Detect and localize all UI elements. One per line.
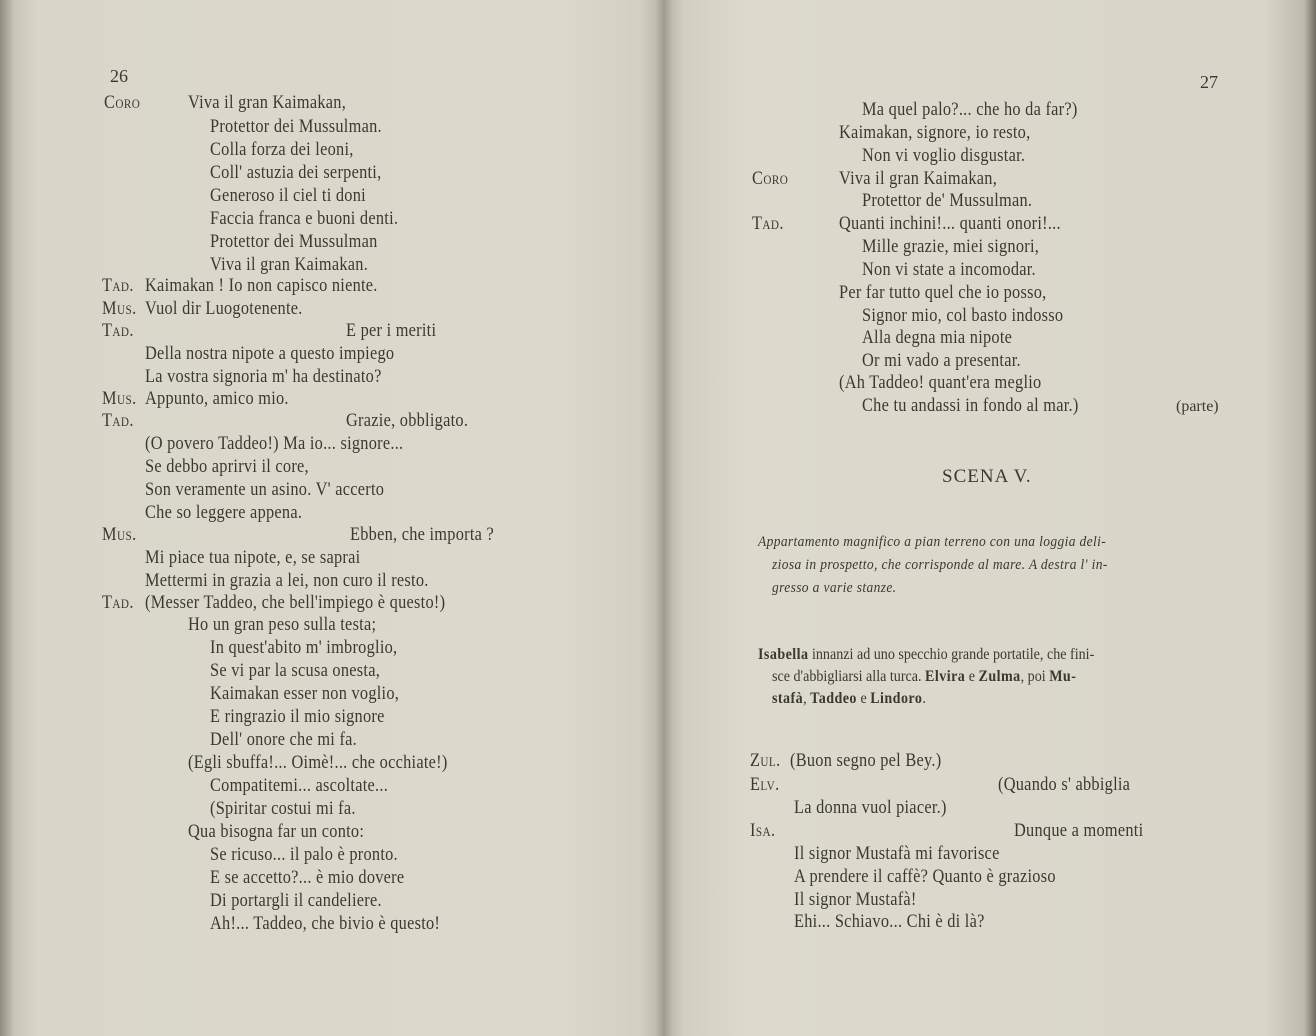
exit-note: (parte): [1176, 398, 1219, 415]
verse-line: Di portargli il candeliere.: [210, 890, 382, 911]
speaker-label: Coro: [752, 168, 789, 189]
verse-line: In quest'abito m' imbroglio,: [210, 637, 398, 658]
verse-line: Kaimakan ! Io non capisco niente.: [145, 275, 378, 296]
verse-line: Ho un gran peso sulla testa;: [188, 614, 377, 635]
verse-line: Viva il gran Kaimakan,: [839, 168, 998, 189]
verse-line: Coll' astuzia dei serpenti,: [210, 162, 382, 183]
verse-line: (O povero Taddeo!) Ma io... signore...: [145, 433, 404, 454]
verse-line: Per far tutto quel che io posso,: [839, 282, 1047, 303]
verse-line: Kaimakan esser non voglio,: [210, 683, 400, 704]
character-note-line: stafà, Taddeo e Lindoro.: [772, 690, 926, 707]
verse-line: Se debbo aprirvi il core,: [145, 456, 309, 477]
speaker-label: Mus.: [102, 298, 137, 319]
verse-line: La vostra signoria m' ha destinato?: [145, 366, 382, 387]
verse-line: Vuol dir Luogotenente.: [145, 298, 303, 319]
verse-line: Viva il gran Kaimakan,: [188, 92, 347, 113]
verse-line: Ebben, che importa ?: [350, 524, 494, 545]
character-name: Elvira: [925, 668, 966, 685]
speaker-label: Tad.: [102, 592, 134, 613]
speaker-label: Tad.: [102, 275, 134, 296]
verse-line: (Quando s' abbiglia: [998, 774, 1131, 795]
character-name: Lindoro: [870, 690, 923, 707]
stage-direction-line: ziosa in prospetto, che corrisponde al mare. A destra l' in-: [772, 557, 1108, 573]
page-number: 26: [110, 66, 128, 86]
speaker-label: Mus.: [102, 388, 137, 409]
verse-line: Son veramente un asino. V' accerto: [145, 479, 385, 500]
verse-line: Mi piace tua nipote, e, se saprai: [145, 547, 361, 568]
verse-line: Qua bisogna far un conto:: [188, 821, 365, 842]
verse-line: Della nostra nipote a questo impiego: [145, 343, 395, 364]
verse-line: Faccia franca e buoni denti.: [210, 208, 399, 229]
character-note-line: Isabella innanzi ad uno specchio grande portatile, che fini-: [758, 646, 1095, 663]
character-name: Mu-: [1049, 668, 1077, 685]
stage-direction-line: Appartamento magnifico a pian terreno con una loggia deli-: [758, 534, 1107, 550]
verse-line: Signor mio, col basto indosso: [862, 305, 1064, 326]
verse-line: Mettermi in grazia a lei, non curo il resto.: [145, 570, 429, 591]
right-page: [664, 0, 1316, 1036]
verse-line: Protettor de' Mussulman.: [862, 190, 1033, 211]
character-name: Taddeo: [810, 690, 857, 707]
character-note-line: sce d'abbigliarsi alla turca. Elvira e Zulma, poi Mu-: [772, 668, 1077, 685]
speaker-label: Coro: [104, 92, 141, 113]
speaker-label: Tad.: [752, 213, 784, 234]
verse-line: Compatitemi... ascoltate...: [210, 775, 389, 796]
verse-line: Kaimakan, signore, io resto,: [839, 122, 1031, 143]
character-name: stafà: [772, 690, 804, 707]
verse-line: La donna vuol piacer.): [794, 797, 947, 818]
speaker-label: Elv.: [750, 774, 780, 795]
verse-line: (Ah Taddeo! quant'era meglio: [839, 372, 1042, 393]
verse-line: Dell' onore che mi fa.: [210, 729, 358, 750]
speaker-label: Isa.: [750, 820, 776, 841]
verse-line: Che tu andassi in fondo al mar.): [862, 395, 1079, 416]
verse-line: Colla forza dei leoni,: [210, 139, 354, 160]
verse-line: Viva il gran Kaimakan.: [210, 254, 369, 275]
verse-line: Che so leggere appena.: [145, 502, 303, 523]
verse-line: Se ricuso... il palo è pronto.: [210, 844, 398, 865]
verse-line: Ma quel palo?... che ho da far?): [862, 99, 1078, 120]
verse-line: Alla degna mia nipote: [862, 327, 1013, 348]
character-name: Isabella: [758, 646, 809, 663]
verse-line: (Messer Taddeo, che bell'impiego è questo!): [145, 592, 446, 613]
speaker-label: Mus.: [102, 524, 137, 545]
verse-line: Or mi vado a presentar.: [862, 350, 1021, 371]
verse-line: E per i meriti: [346, 320, 437, 341]
verse-line: E ringrazio il mio signore: [210, 706, 385, 727]
stage-direction-line: gresso a varie stanze.: [772, 580, 897, 596]
speaker-label: Tad.: [102, 410, 134, 431]
verse-line: Generoso il ciel ti doni: [210, 185, 366, 206]
scene-title: SCENA V.: [942, 466, 1032, 487]
verse-line: A prendere il caffè? Quanto è grazioso: [794, 866, 1056, 887]
character-name: Zulma: [978, 668, 1021, 685]
verse-line: Ehi... Schiavo... Chi è di là?: [794, 911, 985, 932]
verse-line: Il signor Mustafà!: [794, 889, 917, 910]
verse-line: (Buon segno pel Bey.): [790, 750, 942, 771]
verse-line: E se accetto?... è mio dovere: [210, 867, 405, 888]
verse-line: Protettor dei Mussulman: [210, 231, 378, 252]
verse-line: Quanti inchini!... quanti onori!...: [839, 213, 1061, 234]
verse-line: Non vi voglio disgustar.: [862, 145, 1026, 166]
verse-line: Dunque a momenti: [1014, 820, 1144, 841]
speaker-label: Tad.: [102, 320, 134, 341]
verse-line: Se vi par la scusa onesta,: [210, 660, 381, 681]
verse-line: Mille grazie, miei signori,: [862, 236, 1040, 257]
verse-line: (Egli sbuffa!... Oimè!... che occhiate!): [188, 752, 448, 773]
verse-line: Protettor dei Mussulman.: [210, 116, 382, 137]
book-spine-shadow: [655, 0, 673, 1036]
verse-line: (Spiritar costui mi fa.: [210, 798, 356, 819]
verse-line: Appunto, amico mio.: [145, 388, 289, 409]
verse-line: Ah!... Taddeo, che bivio è questo!: [210, 913, 441, 934]
verse-line: Il signor Mustafà mi favorisce: [794, 843, 1000, 864]
page-number: 27: [1200, 72, 1218, 92]
verse-line: Grazie, obbligato.: [346, 410, 469, 431]
speaker-label: Zul.: [750, 750, 781, 771]
verse-line: Non vi state a incomodar.: [862, 259, 1036, 280]
